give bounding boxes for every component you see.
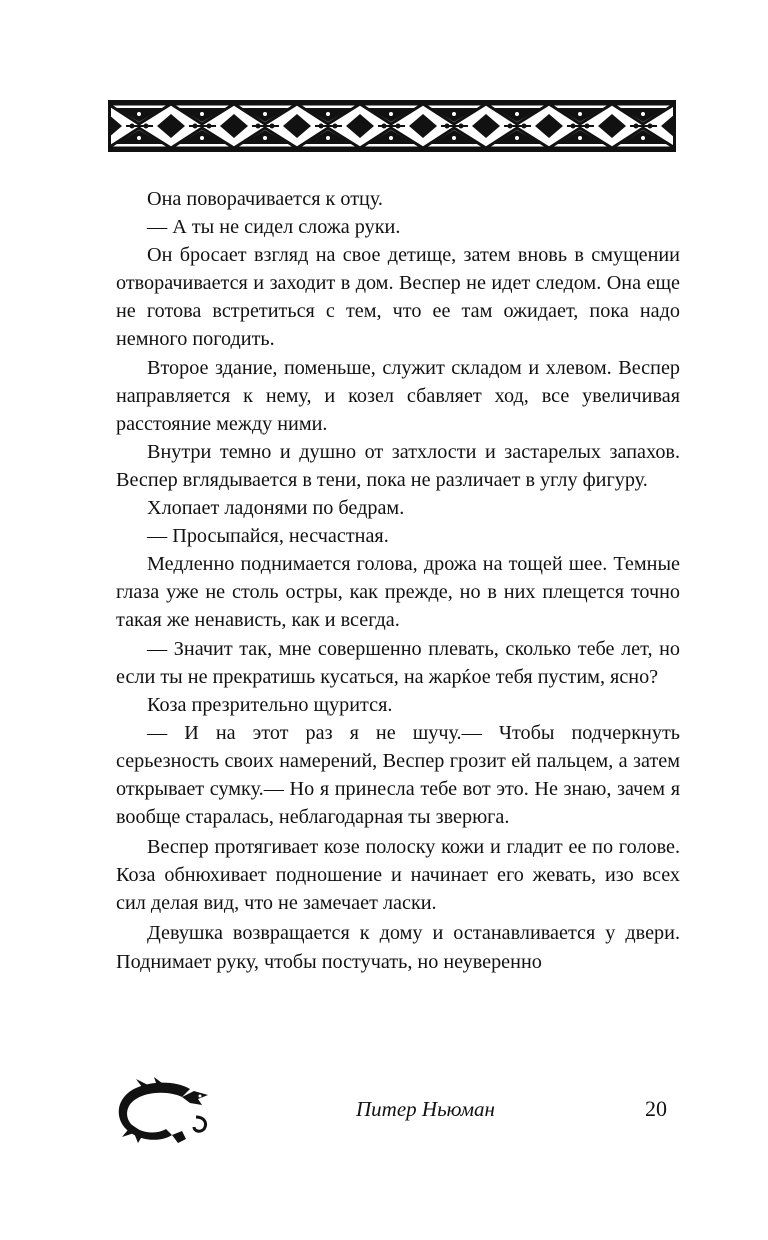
paragraph: Хлопает ладонями по бедрам. [147,497,405,520]
paragraph: Он бросает взгляд на свое детище, затем вновь в смущении отворачивается и заходит в дом. Веспер не идет следом. Она еще не готова встретиться с тем, что ее там ожидает, пока надо немного погодить. [116,244,680,351]
paragraph: Внутри темно и душно от затхлости и застарелых запахов. Веспер вглядывается в тени, пока не различает в углу фигуру. [116,440,680,491]
paragraph: Второе здание, поменьше, служит складом и хлевом. Веспер направляется к нему, и козел сбавляет ход, все увеличивая расстояние между ними. [116,356,680,435]
author-name: Питер Ньюман [356,1097,495,1121]
paragraph: Коза презрительно щурится. [147,693,393,716]
paragraph: Медленно поднимается голова, дрожа на тощей шее. Темные глаза уже не столь остры, как прежде, но в них плещется точно такая же ненависть, как и всегда. [116,553,680,632]
paragraph: — И на этот раз я не шучу.— Чтобы подчеркнуть серьезность своих намерений, Веспер грозит ей пальцем, а затем открывает сумку.— Но я принесла тебе вот это. Не знаю, зачем я вообще старалась, неблагодарная ты зверюга. [116,721,680,829]
dragon-icon [112,1077,214,1147]
ornamental-border-icon [108,100,676,152]
paragraph: — А ты не сидел сложа руки. [147,216,401,239]
page-number: 20 [645,1096,667,1121]
body-text [116,185,680,976]
paragraph: Она поворачивается к отцу. [147,188,383,210]
paragraph: — Просыпайся, несчастная. [147,525,389,548]
paragraph: Девушка возвращается к дому и останавливается у двери. Поднимает руку, чтобы постучать, но неуверенно [116,922,680,973]
paragraph: Веспер протягивает козе полоску кожи и гладит ее по голове. Коза обнюхивает подношение и начинает его жевать, изо всех сил делая вид, что не замечает ласки. [116,836,680,915]
paragraph: — Значит так, мне совершенно плевать, сколько тебе лет, но если ты не прекратишь кусаться, на жарќое тебя пустим, ясно? [116,637,680,688]
